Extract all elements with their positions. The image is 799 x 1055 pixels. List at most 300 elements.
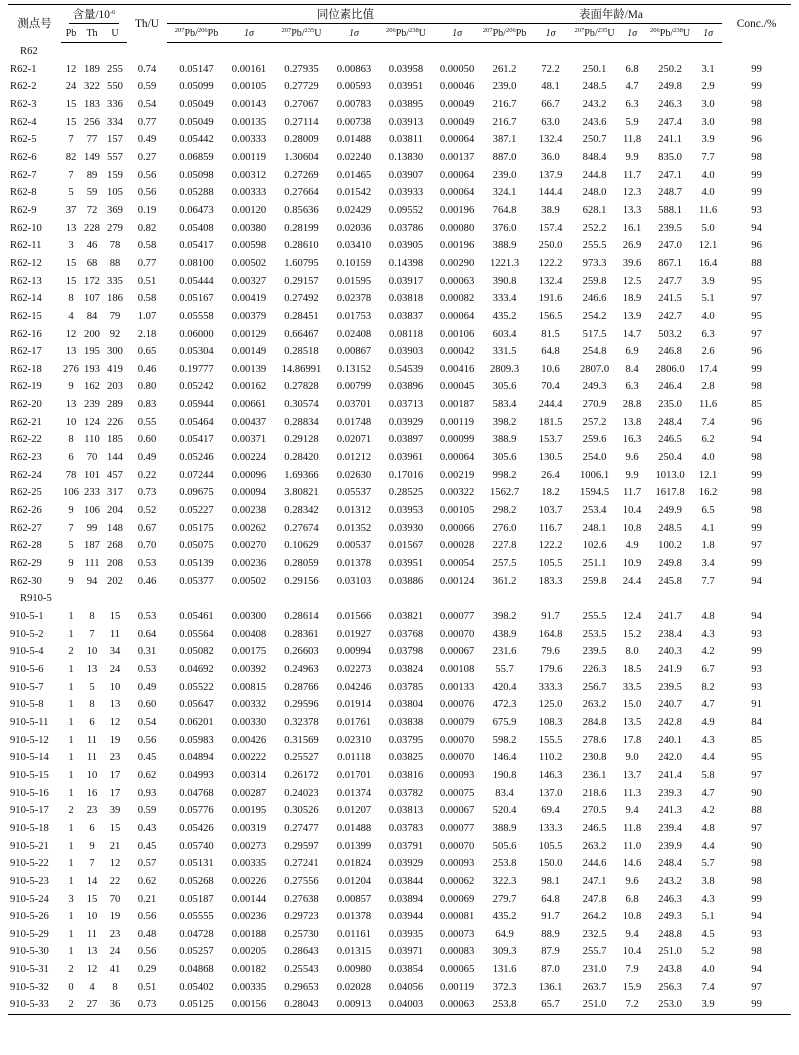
table-cell: 0.03813: [388, 805, 424, 817]
table-cell: 18.9: [622, 293, 642, 305]
table-cell: 0.00099: [439, 434, 475, 446]
table-cell: 181.5: [538, 416, 563, 428]
table-cell: 253.5: [582, 628, 607, 640]
table-cell: 0.00062: [439, 875, 475, 887]
table-cell: 11: [86, 928, 98, 940]
table-cell: 0.00149: [231, 346, 267, 358]
table-cell: 0.01118: [337, 752, 371, 764]
table-cell: 186: [107, 293, 123, 305]
sample-id-cell: R62-13: [10, 275, 42, 287]
table-cell: 98: [751, 98, 762, 110]
table-cell: 11.6: [698, 204, 718, 216]
table-cell: 0.03953: [388, 505, 424, 517]
table-cell: 95: [751, 310, 762, 322]
table-cell: 0.28342: [284, 505, 319, 517]
table-cell: 6.5: [701, 505, 715, 517]
table-cell: 0.04894: [179, 752, 214, 764]
table-cell: 5.1: [701, 911, 715, 923]
table-cell: 189: [84, 63, 100, 75]
table-cell: 12: [65, 63, 77, 75]
table-cell: 0.00077: [439, 611, 475, 622]
table-cell: 0.00238: [231, 505, 267, 517]
table-cell: 0.01488: [336, 134, 372, 146]
table-cell: 0.02408: [336, 328, 372, 340]
table-cell: 0.77: [137, 116, 157, 128]
table-cell: 0.00137: [439, 151, 475, 163]
table-cell: 2: [68, 646, 74, 658]
table-cell: 14: [86, 875, 98, 887]
table-cell: 91: [751, 699, 762, 711]
table-cell: 0.00082: [439, 293, 475, 305]
table-cell: 250.7: [582, 134, 607, 146]
table-cell: 241.4: [658, 769, 682, 781]
table-cell: 0.00064: [439, 310, 475, 322]
table-cell: 0.05125: [167, 996, 226, 1014]
table-cell: 0.03786: [388, 222, 424, 234]
table-cell: 256.7: [582, 681, 607, 693]
table-cell: 0.03713: [388, 399, 424, 411]
table-cell: 0.00661: [231, 399, 267, 411]
table-cell: 887.0: [492, 151, 517, 163]
table-cell: 0.45: [137, 752, 157, 764]
table-cell: 93: [751, 628, 762, 640]
header-age-207-235: $^{207}$Pb/$^{235}$U: [571, 25, 618, 43]
table-cell: 0.10629: [284, 540, 319, 552]
table-row: [8, 802, 791, 820]
table-cell: 4.2: [701, 646, 715, 658]
table-cell: 0.00333: [231, 187, 267, 199]
table-cell: 0.59: [137, 805, 157, 817]
table-cell: 99: [751, 169, 762, 181]
table-cell: 0.82: [137, 222, 157, 234]
table-cell: 0.29723: [284, 911, 319, 923]
table-cell: 88: [751, 257, 762, 269]
table-cell: 317: [107, 487, 123, 499]
table-cell: 4.7: [625, 81, 639, 93]
sample-id-cell: 910-5-15: [10, 769, 49, 781]
table-cell: 0.05426: [179, 822, 214, 834]
table-cell: 0.00105: [439, 505, 475, 517]
table-cell: 0.03929: [388, 416, 424, 428]
table-cell: 0.03410: [336, 240, 372, 252]
table-cell: 0.00096: [231, 469, 267, 481]
table-cell: 0.03930: [388, 522, 424, 534]
header-sigma-4: 1σ: [530, 25, 571, 43]
table-cell: 0.00063: [439, 275, 475, 287]
table-cell: 68: [86, 257, 98, 269]
table-cell: 24: [109, 946, 121, 958]
table-cell: 0.54: [137, 98, 157, 110]
table-cell: 78: [109, 240, 121, 252]
table-cell: 0.17016: [388, 469, 424, 481]
table-cell: 0.03971: [388, 946, 424, 958]
table-cell: 0.54: [137, 716, 157, 728]
table-cell: 218.6: [582, 787, 607, 799]
table-cell: 248.8: [658, 928, 682, 940]
table-cell: 1594.5: [579, 487, 610, 499]
table-cell: 0.00335: [231, 858, 267, 870]
table-cell: 0.27674: [284, 522, 319, 534]
table-row: [8, 220, 791, 238]
table-cell: 153.7: [538, 434, 563, 446]
table-cell: 0.00537: [336, 540, 372, 552]
table-cell: 0.00783: [336, 98, 372, 110]
table-cell: 90: [751, 840, 762, 852]
table-cell: 388.9: [492, 434, 517, 446]
table-row: [8, 996, 791, 1014]
table-cell: 0.00070: [439, 752, 475, 764]
table-cell: 309.3: [492, 946, 517, 958]
table-cell: 0.00994: [336, 646, 372, 658]
table-cell: 89: [86, 169, 98, 181]
sample-id-cell: 910-5-16: [10, 787, 49, 799]
table-cell: 0.56: [137, 169, 157, 181]
table-cell: 398.2: [492, 416, 517, 428]
table-cell: 0.55: [137, 416, 157, 428]
table-cell: 0.02071: [336, 434, 372, 446]
table-cell: 1: [68, 611, 74, 622]
table-cell: 0.00079: [439, 716, 475, 728]
table-cell: 369: [107, 204, 123, 216]
table-cell: 0.03854: [388, 964, 424, 976]
table-cell: 0.03782: [388, 787, 424, 799]
table-cell: 0.00314: [231, 769, 267, 781]
table-cell: 85: [751, 399, 762, 411]
table-cell: 33.5: [622, 681, 642, 693]
table-cell: 0.08100: [179, 257, 214, 269]
table-cell: 93: [751, 204, 762, 216]
sample-id-cell: R62-22: [10, 434, 42, 446]
table-cell: 0.00070: [439, 628, 475, 640]
zircon-u-pb-data-table: [8, 4, 791, 1015]
table-cell: 0.00094: [231, 487, 267, 499]
table-cell: 10.4: [622, 505, 642, 517]
table-cell: 9.6: [625, 875, 639, 887]
header-th: Th: [81, 25, 103, 43]
sample-id-cell: 910-5-1: [10, 611, 44, 622]
table-cell: 0.00070: [439, 734, 475, 746]
table-cell: 16: [86, 787, 98, 799]
table-cell: 249.3: [658, 911, 682, 923]
table-cell: 0.00070: [439, 840, 475, 852]
table-cell: 12.1: [698, 469, 718, 481]
table-cell: 99: [751, 646, 762, 658]
table-cell: 0.07244: [179, 469, 214, 481]
table-cell: 0.27492: [284, 293, 319, 305]
table-cell: 0.03913: [388, 116, 424, 128]
table-cell: 240.1: [658, 734, 682, 746]
table-cell: 103.7: [538, 505, 563, 517]
table-cell: 98: [751, 946, 762, 958]
table-cell: 1: [68, 946, 74, 958]
table-cell: 0.00064: [439, 187, 475, 199]
header-u: U: [103, 25, 127, 43]
table-cell: 0.05408: [179, 222, 214, 234]
table-cell: 270.9: [582, 399, 607, 411]
table-cell: 0.05377: [179, 575, 214, 587]
table-row: [8, 131, 791, 149]
table-cell: 0.02028: [336, 981, 372, 993]
table-cell: 0.01465: [336, 169, 372, 181]
table-cell: 246.4: [658, 381, 682, 393]
table-cell: 97: [751, 540, 762, 552]
table-cell: 98: [751, 116, 762, 128]
table-cell: 72.2: [541, 63, 560, 75]
table-cell: 4.0: [701, 964, 715, 976]
table-cell: 0.24023: [284, 787, 319, 799]
header-ratio-207-206: $^{207}$Pb/$^{206}$Pb: [167, 25, 226, 43]
table-cell: 107: [84, 293, 100, 305]
table-cell: 0.73: [127, 996, 167, 1014]
sample-id-cell: R62-29: [10, 558, 42, 570]
table-cell: 247.0: [658, 240, 682, 252]
table-cell: 63.0: [541, 116, 560, 128]
table-cell: 331.5: [492, 346, 517, 358]
table-cell: 0.00175: [231, 646, 267, 658]
table-cell: 36: [103, 996, 127, 1014]
table-cell: 0.00219: [439, 469, 475, 481]
table-cell: 0.28614: [284, 611, 319, 622]
sample-id-cell: 910-5-21: [10, 840, 49, 852]
sample-id-cell: 910-5-23: [10, 875, 49, 887]
table-cell: 146.3: [538, 769, 563, 781]
table-cell: 254.2: [582, 310, 607, 322]
table-row: [8, 820, 791, 838]
table-cell: 278.6: [582, 734, 607, 746]
table-row: [8, 520, 791, 538]
table-cell: 15: [109, 611, 121, 622]
table-cell: 0.04003: [377, 996, 435, 1014]
table-row: [8, 431, 791, 449]
sample-id-cell: R62-18: [10, 363, 42, 375]
table-cell: 0.00133: [439, 681, 475, 693]
header-pb: Pb: [61, 25, 81, 43]
table-cell: 0.03958: [388, 63, 424, 75]
table-cell: 34: [109, 646, 121, 658]
table-row: [8, 961, 791, 979]
table-row: [8, 908, 791, 926]
table-cell: 12: [86, 964, 98, 976]
table-cell: 11.6: [698, 399, 718, 411]
table-cell: 0.28009: [284, 134, 319, 146]
table-cell: 0.00380: [231, 222, 267, 234]
table-cell: 0.03811: [388, 134, 424, 146]
table-cell: 0.60: [137, 699, 157, 711]
table-cell: 11: [86, 752, 98, 764]
table-cell: 65.7: [530, 996, 571, 1014]
table-cell: 336: [107, 98, 123, 110]
table-cell: 93: [751, 681, 762, 693]
table-cell: 435.2: [492, 310, 517, 322]
table-cell: 0.00108: [439, 663, 475, 675]
table-cell: 0.49: [137, 452, 157, 464]
table-cell: 239.0: [492, 169, 517, 181]
table-cell: 0.29157: [284, 275, 319, 287]
table-cell: 254.0: [582, 452, 607, 464]
table-cell: 305.6: [492, 452, 517, 464]
header-sigma-2: 1σ: [331, 25, 377, 43]
table-cell: 69.4: [541, 805, 560, 817]
table-cell: 0.00073: [439, 928, 475, 940]
table-cell: 239.9: [658, 840, 682, 852]
table-cell: 388.9: [492, 240, 517, 252]
table-cell: 0.00236: [231, 558, 267, 570]
table-cell: 0.05288: [179, 187, 214, 199]
header-age-206-238: $^{206}$Pb/$^{238}$U: [646, 25, 694, 43]
table-cell: 503.2: [658, 328, 682, 340]
table-cell: 99: [722, 996, 791, 1014]
table-cell: 6.3: [625, 381, 639, 393]
table-cell: 0.00273: [231, 840, 267, 852]
table-cell: 64.8: [541, 346, 560, 358]
table-cell: 0.05175: [179, 522, 214, 534]
table-cell: 7.4: [701, 981, 715, 993]
header-point: 测点号: [8, 5, 61, 43]
table-cell: 0.00066: [439, 522, 475, 534]
table-cell: 5.1: [701, 293, 715, 305]
table-cell: 1.69366: [284, 469, 319, 481]
table-cell: 39.6: [622, 257, 642, 269]
table-cell: 0.59: [137, 81, 157, 93]
header-ratio-206-238: $^{206}$Pb/$^{238}$U: [377, 25, 435, 43]
table-cell: 84: [86, 310, 98, 322]
table-cell: 0.28518: [284, 346, 319, 358]
table-cell: 227.8: [492, 540, 517, 552]
table-cell: 133.3: [538, 822, 563, 834]
table-cell: 0.00161: [231, 63, 267, 75]
table-cell: 0.26172: [284, 769, 319, 781]
table-cell: 0.08118: [388, 328, 424, 340]
table-cell: 246.6: [582, 293, 607, 305]
table-cell: 96: [751, 346, 762, 358]
table-cell: 130.5: [538, 452, 563, 464]
table-cell: 376.0: [492, 222, 517, 234]
table-cell: 11.8: [622, 134, 642, 146]
table-cell: 0.02429: [336, 204, 372, 216]
table-cell: 284.8: [582, 716, 607, 728]
table-cell: 0.03838: [388, 716, 424, 728]
sample-id-cell: 910-5-29: [10, 928, 49, 940]
table-cell: 7.7: [701, 151, 715, 163]
table-cell: 0.03821: [388, 611, 424, 622]
table-cell: 98.1: [541, 875, 560, 887]
table-cell: 146.4: [492, 752, 517, 764]
table-row: [8, 943, 791, 961]
table-cell: 249.9: [658, 505, 682, 517]
table-cell: 10: [86, 646, 98, 658]
table-cell: 4.2: [701, 805, 715, 817]
table-cell: 3: [68, 893, 74, 905]
table-cell: 1: [68, 769, 74, 781]
table-cell: 46: [86, 240, 98, 252]
table-cell: 0.24963: [284, 663, 319, 675]
table-cell: 252.2: [582, 222, 607, 234]
table-cell: 0.02240: [336, 151, 372, 163]
table-cell: 11.8: [622, 822, 642, 834]
table-cell: 0.66467: [284, 328, 319, 340]
table-cell: 0.56: [137, 911, 157, 923]
header-concordance: Conc./%: [722, 5, 791, 43]
table-cell: 0.03791: [388, 840, 424, 852]
table-cell: 0.05464: [179, 416, 214, 428]
table-cell: 0.00863: [336, 63, 372, 75]
table-cell: 9.4: [625, 805, 639, 817]
table-cell: 973.3: [582, 257, 607, 269]
sample-id-cell: R62-26: [10, 505, 42, 517]
table-cell: 255.5: [582, 611, 607, 622]
table-cell: 0.60: [137, 434, 157, 446]
sample-id-cell: R62-19: [10, 381, 42, 393]
table-cell: 0.00129: [231, 328, 267, 340]
table-cell: 1: [68, 911, 74, 923]
table-cell: 0.31569: [284, 734, 319, 746]
table-cell: 233: [84, 487, 100, 499]
table-cell: 0.28199: [284, 222, 319, 234]
table-cell: 0.00187: [439, 399, 475, 411]
table-cell: 298.2: [492, 505, 517, 517]
table-cell: 270.5: [582, 805, 607, 817]
table-cell: 264.2: [582, 911, 607, 923]
table-cell: 305.6: [492, 381, 517, 393]
table-cell: 132.4: [538, 275, 563, 287]
table-cell: 0.00050: [439, 63, 475, 75]
table-cell: 0.00598: [231, 240, 267, 252]
table-cell: 13: [65, 222, 77, 234]
table-cell: 179.6: [538, 663, 563, 675]
table-cell: 99: [86, 522, 98, 534]
table-cell: 472.3: [492, 699, 517, 711]
table-cell: 276.0: [492, 522, 517, 534]
table-cell: 4.0: [701, 187, 715, 199]
table-cell: 0.04728: [179, 928, 214, 940]
table-row: [8, 838, 791, 856]
table-cell: 244.6: [582, 858, 607, 870]
table-cell: 124: [84, 416, 100, 428]
table-cell: 0.05167: [179, 293, 214, 305]
table-cell: 0.00335: [231, 981, 267, 993]
table-cell: 0.00119: [440, 981, 475, 993]
table-cell: 256.3: [658, 981, 682, 993]
sample-id-cell: 910-5-7: [10, 681, 44, 693]
table-cell: 0.05075: [179, 540, 214, 552]
table-cell: 232.5: [582, 928, 607, 940]
table-row: [8, 502, 791, 520]
table-cell: 0.00322: [439, 487, 475, 499]
table-cell: 0.03798: [388, 646, 424, 658]
table-cell: 9.4: [625, 928, 639, 940]
table-cell: 4.8: [701, 611, 715, 622]
table-cell: 0.00236: [231, 911, 267, 923]
table-cell: 0.00330: [231, 716, 267, 728]
table-cell: 247.1: [658, 169, 682, 181]
table-cell: 8.0: [625, 646, 639, 658]
table-cell: 0.25730: [284, 928, 319, 940]
table-cell: 0.00076: [439, 699, 475, 711]
table-cell: 3.80821: [284, 487, 319, 499]
table-row: [8, 714, 791, 732]
table-cell: 27: [81, 996, 103, 1014]
table-cell: 0.10159: [336, 257, 372, 269]
table-cell: 15: [65, 275, 77, 287]
table-cell: 0.03844: [388, 875, 424, 887]
table-cell: 0.31: [137, 646, 157, 658]
table-cell: 4.3: [701, 734, 715, 746]
sample-id-cell: 910-5-6: [10, 663, 44, 675]
table-cell: 242.0: [658, 752, 682, 764]
table-cell: 0.27828: [284, 381, 319, 393]
table-row: [8, 573, 791, 591]
table-cell: 7.4: [701, 416, 715, 428]
